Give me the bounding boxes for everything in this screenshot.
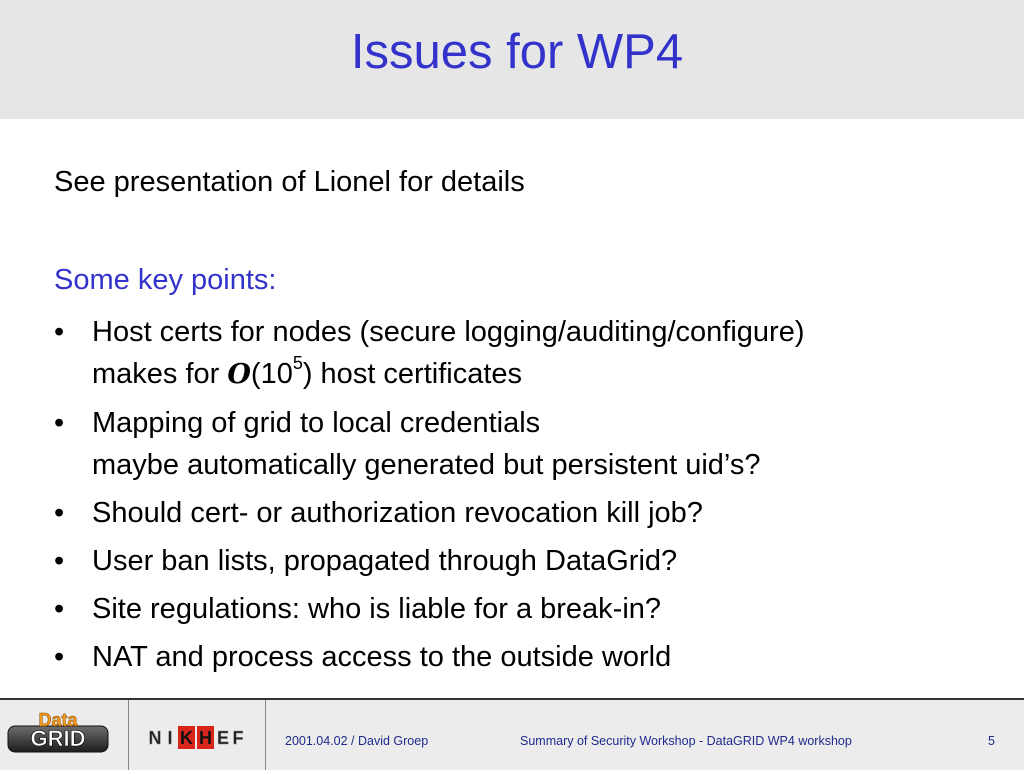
bullet-marker: • <box>54 641 65 673</box>
page-number: 5 <box>988 734 995 748</box>
logo-letter: N <box>148 728 162 748</box>
logo-letter: I <box>167 728 173 748</box>
slide-title: Issues for WP4 <box>350 25 684 79</box>
bullet-item <box>54 588 994 630</box>
nikhef-logo <box>129 700 266 770</box>
bullet-marker: • <box>54 316 65 348</box>
logo-letter: F <box>232 728 244 748</box>
bullet-item <box>54 402 994 486</box>
bullet-text-continuation: maybe automatically generated but persistent uid’s? <box>92 449 761 481</box>
bullet-item <box>54 540 994 582</box>
big-o-symbol: O <box>227 359 251 390</box>
bullet-list <box>54 311 994 684</box>
logo-letter: H <box>199 728 212 748</box>
bullet-text: Mapping of grid to local credentials <box>92 407 541 439</box>
datagrid-logo <box>0 700 129 770</box>
footer-summary: Summary of Security Workshop - DataGRID WP4 workshop <box>520 734 852 748</box>
subheading: Some key points: <box>54 264 277 296</box>
bullet-text: Site regulations: who is liable for a break-in? <box>92 593 662 625</box>
bullet-text: User ban lists, propagated through DataGrid? <box>92 545 678 577</box>
exponent: 5 <box>292 353 303 374</box>
bullet-marker: • <box>54 593 65 625</box>
bullet-marker: • <box>54 545 65 577</box>
logo-grid-text: GRID <box>30 726 86 751</box>
logo-letter: E <box>216 728 230 748</box>
bullet-item <box>54 311 994 396</box>
slide-footer <box>0 698 1024 770</box>
bullet-text: makes for <box>92 358 228 390</box>
bullet-item <box>54 492 994 534</box>
datagrid-logo-graphic <box>0 700 128 770</box>
bullet-text: (10 <box>250 358 293 390</box>
bullet-text: Host certs for nodes (secure logging/auditing/configure) <box>92 316 805 348</box>
bullet-text: ) host certificates <box>302 358 523 390</box>
nikhef-logo-graphic <box>129 700 265 770</box>
bullet-marker: • <box>54 407 65 439</box>
intro-text: See presentation of Lionel for details <box>54 166 525 198</box>
bullet-text-continuation <box>92 353 994 396</box>
bullet-text: NAT and process access to the outside world <box>92 641 672 673</box>
bullet-marker: • <box>54 497 65 529</box>
bullet-item <box>54 636 994 678</box>
logo-letter: K <box>180 728 193 748</box>
logo-data-text: Data <box>38 710 78 730</box>
footer-date-author: 2001.04.02 / David Groep <box>285 734 429 748</box>
bullet-text: Should cert- or authorization revocation kill job? <box>92 497 703 529</box>
